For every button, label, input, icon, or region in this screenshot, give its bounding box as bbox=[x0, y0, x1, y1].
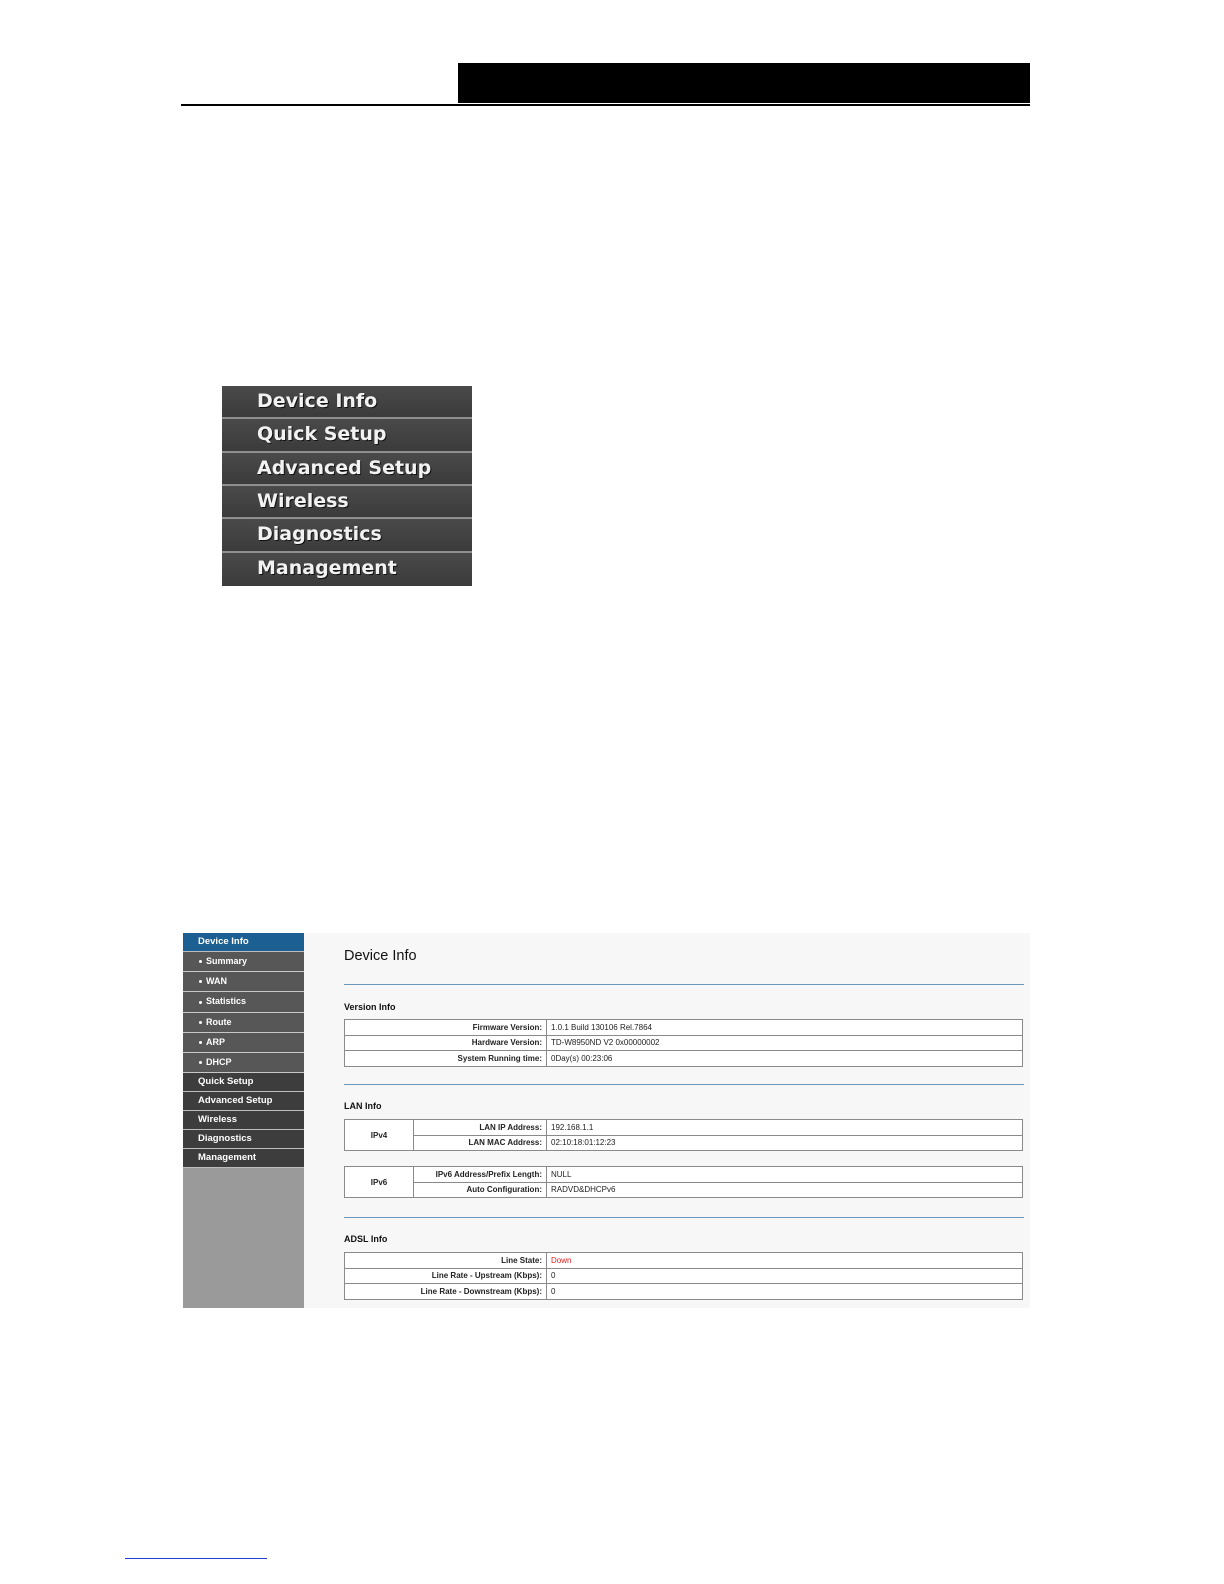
bullet-icon bbox=[199, 980, 202, 983]
table-row bbox=[345, 1035, 1023, 1051]
sidebar-subitem-summary[interactable] bbox=[183, 952, 304, 972]
menu-device-info[interactable]: Device Info bbox=[222, 386, 472, 419]
bullet-icon bbox=[199, 1001, 202, 1004]
auto-config-value: RADVD&DHCPv6 bbox=[547, 1182, 1023, 1198]
hardware-version-value: TD-W8950ND V2 0x00000002 bbox=[547, 1035, 1023, 1051]
table-row bbox=[345, 1284, 1023, 1300]
menu-quick-setup[interactable]: Quick Setup bbox=[222, 419, 472, 452]
firmware-version-key: Firmware Version: bbox=[345, 1020, 547, 1036]
sidebar-item-management[interactable]: Management bbox=[183, 1149, 304, 1168]
running-time-value: 0Day(s) 00:23:06 bbox=[547, 1051, 1023, 1067]
adsl-info-table bbox=[344, 1252, 1023, 1300]
adsl-info-label: ADSL Info bbox=[344, 1234, 388, 1244]
sidebar-subitem-label: WAN bbox=[206, 976, 227, 987]
sidebar-subitem-route[interactable] bbox=[183, 1013, 304, 1033]
section-separator bbox=[344, 1217, 1024, 1218]
section-separator bbox=[344, 984, 1024, 985]
menu-management[interactable]: Management bbox=[222, 553, 472, 586]
ipv6-table bbox=[344, 1166, 1023, 1198]
page-title: Device Info bbox=[344, 948, 417, 964]
running-time-key: System Running time: bbox=[345, 1051, 547, 1067]
table-row bbox=[345, 1120, 1023, 1136]
bullet-icon bbox=[199, 1021, 202, 1024]
header-rule bbox=[181, 104, 1030, 106]
version-info-table bbox=[344, 1019, 1023, 1067]
lan-mac-key: LAN MAC Address: bbox=[414, 1135, 547, 1151]
sidebar-subitem-label: Statistics bbox=[206, 996, 247, 1007]
device-info-screenshot bbox=[183, 933, 1030, 1308]
bullet-icon bbox=[199, 960, 202, 963]
upstream-rate-key: Line Rate - Upstream (Kbps): bbox=[345, 1268, 547, 1284]
section-separator bbox=[344, 1084, 1024, 1085]
table-row bbox=[345, 1020, 1023, 1036]
ipv4-group-label: IPv4 bbox=[345, 1120, 414, 1151]
sidebar-item-device-info[interactable]: Device Info bbox=[183, 933, 304, 952]
lan-mac-value: 02:10:18:01:12:23 bbox=[547, 1135, 1023, 1151]
main-content bbox=[344, 933, 1024, 1308]
sidebar-subitem-label: Route bbox=[206, 1016, 232, 1027]
sidebar-subitem-dhcp[interactable] bbox=[183, 1053, 304, 1073]
table-row bbox=[345, 1135, 1023, 1151]
sidebar-item-advanced-setup[interactable]: Advanced Setup bbox=[183, 1092, 304, 1111]
menu-advanced-setup[interactable]: Advanced Setup bbox=[222, 453, 472, 486]
sidebar-item-quick-setup[interactable]: Quick Setup bbox=[183, 1073, 304, 1092]
downstream-rate-value: 0 bbox=[547, 1284, 1023, 1300]
table-row bbox=[345, 1051, 1023, 1067]
bullet-icon bbox=[199, 1061, 202, 1064]
sidebar bbox=[183, 933, 304, 1308]
upstream-rate-value: 0 bbox=[547, 1268, 1023, 1284]
downstream-rate-key: Line Rate - Downstream (Kbps): bbox=[345, 1284, 547, 1300]
ipv6-address-value: NULL bbox=[547, 1167, 1023, 1183]
lan-ip-value: 192.168.1.1 bbox=[547, 1120, 1023, 1136]
line-state-value: Down bbox=[547, 1253, 1023, 1269]
sidebar-subitem-arp[interactable] bbox=[183, 1033, 304, 1053]
ipv4-table bbox=[344, 1119, 1023, 1151]
main-menu-figure bbox=[222, 386, 472, 586]
sidebar-subitem-label: Summary bbox=[206, 956, 248, 966]
table-row bbox=[345, 1253, 1023, 1269]
table-row bbox=[345, 1167, 1023, 1183]
firmware-version-value: 1.0.1 Build 130106 Rel.7864 bbox=[547, 1020, 1023, 1036]
hardware-version-key: Hardware Version: bbox=[345, 1035, 547, 1051]
auto-config-key: Auto Configuration: bbox=[414, 1182, 547, 1198]
header-black-bar bbox=[458, 63, 1030, 103]
ipv6-group-label: IPv6 bbox=[345, 1167, 414, 1198]
lan-ip-key: LAN IP Address: bbox=[414, 1120, 547, 1136]
menu-diagnostics[interactable]: Diagnostics bbox=[222, 519, 472, 552]
sidebar-subitem-statistics[interactable] bbox=[183, 992, 304, 1012]
lan-info-label: LAN Info bbox=[344, 1101, 382, 1111]
footer-link-underline bbox=[125, 1558, 267, 1559]
sidebar-item-diagnostics[interactable]: Diagnostics bbox=[183, 1130, 304, 1149]
version-info-label: Version Info bbox=[344, 1002, 396, 1012]
sidebar-item-wireless[interactable]: Wireless bbox=[183, 1111, 304, 1130]
sidebar-subitem-label: DHCP bbox=[206, 1056, 232, 1067]
line-state-key: Line State: bbox=[345, 1253, 547, 1269]
ipv6-address-key: IPv6 Address/Prefix Length: bbox=[414, 1167, 547, 1183]
sidebar-subitem-wan[interactable] bbox=[183, 972, 304, 992]
menu-wireless[interactable]: Wireless bbox=[222, 486, 472, 519]
table-row bbox=[345, 1268, 1023, 1284]
bullet-icon bbox=[199, 1041, 202, 1044]
sidebar-subitem-label: ARP bbox=[206, 1036, 226, 1047]
table-row bbox=[345, 1182, 1023, 1198]
